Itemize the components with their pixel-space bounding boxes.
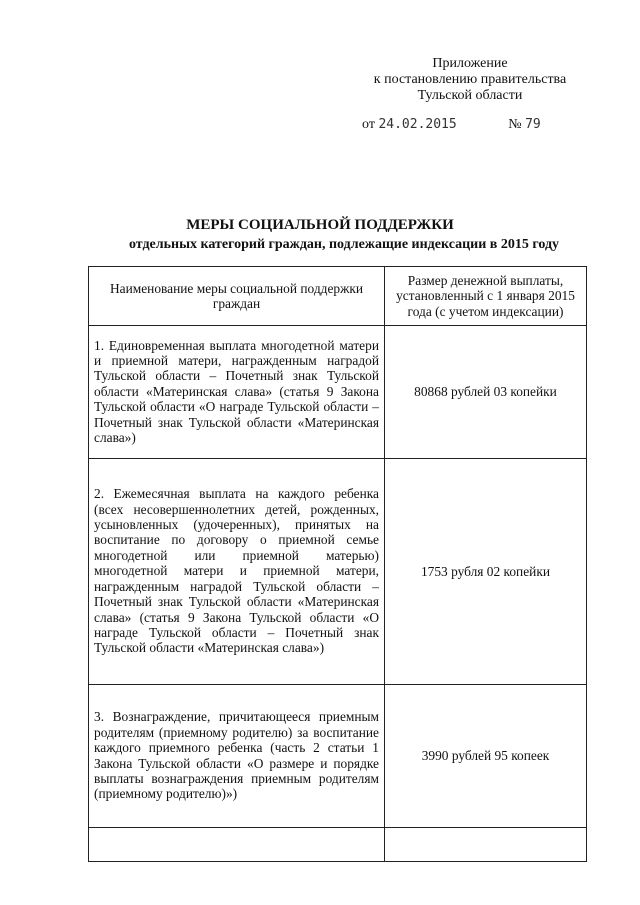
measure-cell: 2. Ежемесячная выплата на каждого ребенка (всех несовершеннолетних детей, рожденных, усыновленных (удочеренных), принятых на воспитание по договору о приемной семье многодетной или приемной матерью) многодетной матери и приемной матери, награжденным наградой Тульской области – Почетный знак Тульской области «Материнская слава» (статья 9 Закона Тульской области «О награде Тульской области – Почетный знак Тульской области «Материнская слава»): [89, 459, 385, 685]
appendix-header: [340, 56, 600, 104]
amount-cell: [385, 828, 587, 862]
amount-cell: 1753 рубля 02 копейки: [385, 459, 587, 685]
appendix-line: к постановлению правительства: [373, 72, 567, 87]
amount-cell: 3990 рублей 95 копеек: [385, 685, 587, 828]
measure-cell: 3. Вознаграждение, причитающееся приемным родителям (приемному родителю) за воспитание каждого приемного ребенка (часть 2 статьи 1 Закона Тульской области «О размере и порядке выплаты вознаграждения приемным родителям (приемному родителю)»): [89, 685, 385, 828]
table-row: [89, 326, 587, 459]
appendix-line: Тульской области: [417, 88, 523, 103]
measure-cell: 1. Единовременная выплата многодетной матери и приемной матери, награжденным наградой Тульской области – Почетный знак Тульской области «Материнская слава» (статья 9 Закона Тульской области «О награде Тульской области – Почетный знак Тульской области «Материнская слава»): [89, 326, 385, 459]
table-row: [89, 828, 587, 862]
decree-date-number: [362, 117, 541, 133]
date-label: от: [362, 117, 375, 132]
header-amount: Размер денежной выплаты, установленный с 1 января 2015 года (с учетом индексации): [385, 267, 587, 326]
amount-cell: 80868 рублей 03 копейки: [385, 326, 587, 459]
support-measures-table: [88, 266, 587, 862]
title-sub: отдельных категорий граждан, подлежащие индексации в 2015 году: [128, 237, 560, 252]
table-header-row: [89, 267, 587, 326]
decree-number: 79: [525, 117, 541, 132]
number-label: №: [508, 117, 522, 132]
header-measure: Наименование меры социальной поддержки граждан: [89, 267, 385, 326]
title-main: МЕРЫ СОЦИАЛЬНОЙ ПОДДЕРЖКИ: [186, 217, 454, 233]
appendix-line: Приложение: [432, 56, 508, 71]
decree-date: 24.02.2015: [378, 117, 457, 132]
document-title: [0, 216, 640, 254]
measure-cell: [89, 828, 385, 862]
table-row: [89, 685, 587, 828]
table-row: [89, 459, 587, 685]
